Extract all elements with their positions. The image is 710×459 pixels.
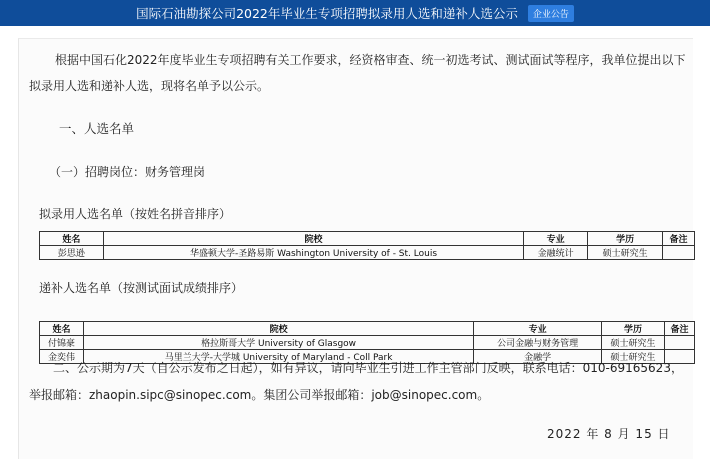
cell-major: 公司金融与财务管理 (474, 336, 602, 350)
cell-remark (665, 336, 695, 350)
cell-school: 华盛顿大学-圣路易斯 Washington University of - St. Louis (103, 246, 523, 260)
col-header-school: 院校 (83, 322, 473, 336)
col-header-remark: 备注 (663, 232, 695, 246)
intro-paragraph: 根据中国石化2022年度毕业生专项招聘有关工作要求，经资格审查、统一初选考试、测试面试等程序，我单位提出以下拟录用人选和递补人选，现将名单予以公示。 (29, 53, 686, 93)
cell-name: 彭思逊 (40, 246, 104, 260)
cell-name: 付锦豪 (40, 336, 84, 350)
col-header-remark: 备注 (665, 322, 695, 336)
col-header-degree: 学历 (602, 322, 665, 336)
document-body (18, 38, 693, 459)
col-header-school: 院校 (103, 232, 523, 246)
cell-school: 格拉斯哥大学 University of Glasgow (83, 336, 473, 350)
cell-name: 金奕伟 (40, 350, 84, 364)
page-header (0, 0, 710, 26)
table2-title: 递补人选名单（按测试面试成绩排序） (39, 281, 244, 295)
col-header-degree: 学历 (588, 232, 663, 246)
table-row (40, 246, 695, 260)
col-header-name: 姓名 (40, 322, 84, 336)
notice-paragraph: 二、公示期为7天（自公示发布之日起），如有异议，请向毕业生引进工作主管部门反映，联系电话：010-69165623，举报邮箱：zhaopin.sipc@sinopec.com。集团公司举报邮箱：job@sinopec.com。 (29, 361, 683, 402)
cell-remark (663, 246, 695, 260)
cell-degree: 硕士研究生 (602, 336, 665, 350)
col-header-major: 专业 (474, 322, 602, 336)
table-row (40, 336, 695, 350)
header-title: 国际石油勘探公司2022年毕业生专项招聘拟录用人选和递补人选公示 (136, 6, 518, 21)
cell-degree: 硕士研究生 (588, 246, 663, 260)
cell-major: 金融统计 (524, 246, 588, 260)
subsection-position: （一）招聘岗位：财务管理岗 (49, 165, 206, 179)
section-heading-candidates: 一、人选名单 (59, 121, 135, 136)
announcement-badge[interactable]: 企业公告 (528, 5, 574, 22)
col-header-name: 姓名 (40, 232, 104, 246)
hire-list-table (39, 231, 695, 260)
table-header-row (40, 232, 695, 246)
publish-date: 2022 年 8 月 15 日 (547, 427, 671, 441)
table1-title: 拟录用人选名单（按姓名拼音排序） (39, 207, 232, 221)
cell-degree: 硕士研究生 (602, 350, 665, 364)
cell-school: 马里兰大学-大学城 University of Maryland - Coll Park (83, 350, 473, 364)
table-header-row (40, 322, 695, 336)
cell-major: 金融学 (474, 350, 602, 364)
col-header-major: 专业 (524, 232, 588, 246)
